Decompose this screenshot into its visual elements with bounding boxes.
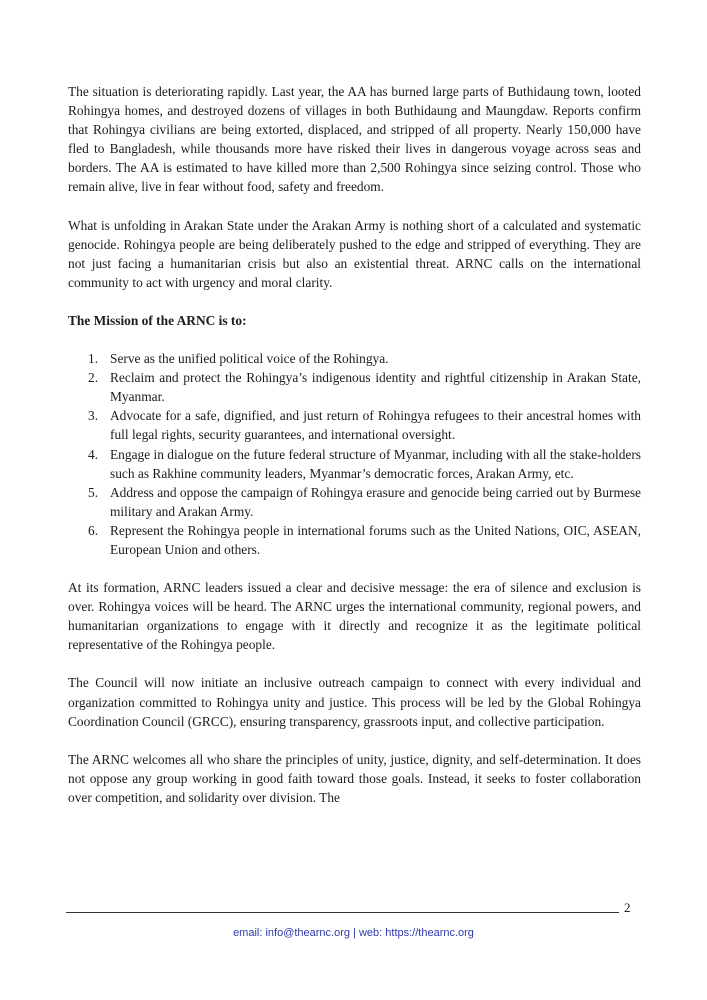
mission-heading: The Mission of the ARNC is to: (68, 312, 247, 328)
paragraph-genocide: What is unfolding in Arakan State under the Arakan Army is nothing short of a calculated and systematic genocide. Rohingya people are being deliberately pushed to the edge and stripped of everything. They are not just facing a humanitarian crisis but also an existential threat. ARNC calls on the international community to act with urgency and moral clarity. (68, 217, 641, 290)
list-item (68, 349, 641, 368)
footer-contact[interactable] (0, 927, 707, 939)
list-item (68, 521, 641, 559)
footer-contact-text[interactable]: email: info@thearnc.org | web: https://thearnc.org (233, 927, 474, 939)
list-item-text: Address and oppose the campaign of Rohingya erasure and genocide being carried out by Burmese military and Arakan Army. (110, 484, 641, 519)
paragraph-welcome: The ARNC welcomes all who share the principles of unity, justice, dignity, and self-determination. It does not oppose any group working in good faith toward those goals. Instead, it seeks to foster collaboration over competition, and solidarity over division. The (68, 751, 641, 805)
list-item-number: 4. (88, 446, 99, 462)
list-item (68, 445, 641, 483)
list-item-number: 5. (88, 484, 99, 500)
paragraph-outreach: The Council will now initiate an inclusive outreach campaign to connect with every individual and organization committed to Rohingya unity and justice. This process will be led by the Global Rohingya Coordination Council (GRCC), ensuring transparency, grassroots input, and collective participation. (68, 675, 641, 729)
list-item-text: Serve as the unified political voice of the Rohingya. (110, 351, 389, 367)
list-item (68, 483, 641, 521)
list-item (68, 406, 641, 444)
list-item-text: Represent the Rohingya people in international forums such as the United Nations, OIC, ASEAN, European Union and others. (110, 522, 641, 557)
list-item-number: 3. (88, 408, 99, 424)
list-item-text: Advocate for a safe, dignified, and just return of Rohingya refugees to their ancestral homes with full legal rights, security guarantees, and international oversight. (110, 408, 641, 443)
paragraph-situation: The situation is deteriorating rapidly. Last year, the AA has burned large parts of Buthidaung town, looted Rohingya homes, and destroyed dozens of villages in both Buthidaung and Maungdaw. Reports confirm that Rohingya civilians are being extorted, displaced, and stripped of all property. Nearly 150,000 have fled to Bangladesh, while thousands more have risked their lives in dangerous voyage across seas and borders. The AA is estimated to have killed more than 2,500 Rohingya since seizing control. Those who remain alive, live in fear without food, safety and freedom. (68, 84, 641, 195)
list-item-number: 1. (88, 351, 99, 367)
list-item-text: Reclaim and protect the Rohingya’s indigenous identity and rightful citizenship in Arakan State, Myanmar. (110, 370, 641, 405)
paragraph-formation: At its formation, ARNC leaders issued a clear and decisive message: the era of silence and exclusion is over. Rohingya voices will be heard. The ARNC urges the international community, regional powers, and humanitarian organizations to engage with it directly and recognize it as the legitimate political representative of the Rohingya people. (68, 580, 641, 653)
footer-divider (66, 912, 619, 913)
mission-list (68, 349, 641, 559)
list-item-text: Engage in dialogue on the future federal structure of Myanmar, including with all the stake-holders such as Rakhine community leaders, Myanmar’s democratic forces, Arakan Army, etc. (110, 446, 641, 481)
list-item-number: 2. (88, 370, 99, 386)
list-item (68, 368, 641, 406)
list-item-number: 6. (88, 522, 99, 538)
page-body (68, 82, 641, 826)
page-number: 2 (624, 900, 631, 915)
